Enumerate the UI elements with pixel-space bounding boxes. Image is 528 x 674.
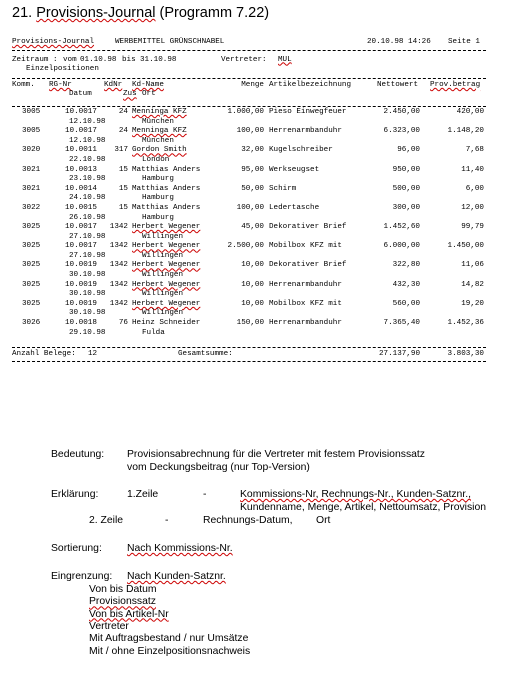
- period-label: Zeitraum :: [12, 55, 58, 64]
- cell-kd-name: Gordon Smith: [132, 146, 187, 155]
- col-datum: Datum: [69, 90, 92, 99]
- cell-menge: 32,00: [241, 146, 264, 155]
- column-header-line-2: [12, 90, 486, 100]
- cell-menge: 10,00: [241, 299, 264, 308]
- cell-kdnr: 1342: [109, 261, 128, 270]
- cell-rg-nr: 10.0011: [65, 146, 97, 155]
- col-rg-nr: RG-Nr: [49, 80, 72, 89]
- eingrenzung-item: Mit / ohne Einzelpositionsnachweis: [89, 645, 251, 657]
- cell-komm: 3021: [22, 165, 41, 174]
- cell-kd-name: Matthias Anders: [132, 165, 201, 174]
- col-kd-name: Kd-Name: [132, 80, 164, 89]
- eingrenzung-item: Provisionssatz: [89, 596, 156, 608]
- cell-menge: 95,00: [241, 165, 264, 174]
- table-row: [12, 127, 486, 146]
- col-prov: Prov.betrag: [430, 80, 481, 89]
- table-row: [12, 242, 486, 261]
- period-to-prefix: bis: [122, 55, 136, 64]
- cell-kdnr: 1342: [109, 242, 128, 251]
- section-title: Provisions-Journal: [36, 5, 156, 21]
- cell-prov: 14,82: [461, 280, 484, 289]
- eingrenzung-item: Vertreter: [89, 620, 129, 632]
- cell-artikel: Herrenarmbanduhr: [269, 127, 342, 136]
- cell-rg-nr: 10.0017: [65, 223, 97, 232]
- rep-label: Vertreter:: [221, 55, 267, 64]
- eingrenzung-item: Von bis Artikel-Nr: [89, 608, 169, 620]
- report-printout: [12, 38, 486, 359]
- zeile1-text-1: Kommissions-Nr, Rechnungs-Nr., Kunden-Satznr.,: [240, 489, 471, 500]
- cell-ort: Willingen: [142, 271, 184, 280]
- cell-komm: 3025: [22, 242, 41, 251]
- table-row: [12, 300, 486, 319]
- cell-rg-nr: 10.0013: [65, 165, 97, 174]
- cell-kdnr: 15: [118, 165, 128, 174]
- cell-netto: 1.452,60: [383, 223, 420, 232]
- cell-komm: 3020: [22, 146, 41, 155]
- cell-menge: 10,00: [241, 261, 264, 270]
- col-ort: Ort: [142, 90, 156, 99]
- col-menge: Menge: [241, 80, 264, 89]
- cell-datum: 23.10.98: [69, 175, 106, 184]
- divider: [12, 50, 486, 51]
- cell-ort: Hamburg: [142, 175, 174, 184]
- cell-kd-name: Herbert Wegener: [132, 223, 201, 232]
- cell-prov: 99,79: [461, 223, 484, 232]
- cell-kdnr: 317: [114, 146, 128, 155]
- count-value: 12: [88, 350, 98, 359]
- cell-artikel: Kugelschreiber: [269, 146, 333, 155]
- cell-kd-name: Herbert Wegener: [132, 299, 201, 308]
- cell-prov: 7,68: [465, 146, 484, 155]
- cell-kdnr: 1342: [109, 280, 128, 289]
- cell-prov: 1.450,00: [447, 242, 484, 251]
- cell-datum: 12.10.98: [69, 136, 106, 145]
- cell-kd-name: Herbert Wegener: [132, 280, 201, 289]
- cell-rg-nr: 10.0014: [65, 184, 97, 193]
- cell-kdnr: 15: [118, 203, 128, 212]
- period-from-prefix: vom: [63, 55, 77, 64]
- cell-komm: 3005: [22, 107, 41, 116]
- cell-artikel: Mobilbox KFZ mit: [269, 242, 342, 251]
- cell-kdnr: 24: [118, 107, 128, 116]
- period-to: 31.10.98: [140, 55, 177, 64]
- col-artikel: Artikelbezeichnung: [269, 80, 352, 89]
- cell-kdnr: 1342: [109, 223, 128, 232]
- cell-rg-nr: 10.0017: [65, 127, 97, 136]
- cell-artikel: Werkseugset: [269, 165, 320, 174]
- period-from: 01.10.98: [80, 55, 117, 64]
- cell-prov: 6,00: [465, 184, 484, 193]
- table-row: [12, 108, 486, 127]
- col-kdnr: KdNr: [104, 80, 123, 89]
- cell-kd-name: Menninga KFZ: [132, 107, 187, 116]
- divider: [12, 361, 486, 362]
- cell-rg-nr: 10.0017: [65, 107, 97, 116]
- cell-komm: 3022: [22, 203, 41, 212]
- cell-komm: 3025: [22, 223, 41, 232]
- zeile1-dash: -: [203, 489, 207, 500]
- cell-ort: Fulda: [142, 328, 165, 337]
- cell-artikel: Dekorativer Brief: [269, 261, 347, 270]
- cell-datum: 30.10.98: [69, 271, 106, 280]
- eingrenzung-item: Von bis Datum: [89, 584, 157, 595]
- bedeutung-line-1: [127, 449, 425, 460]
- divider: [12, 347, 486, 348]
- cell-kd-name: Herbert Wegener: [132, 261, 201, 270]
- cell-menge: 150,00: [236, 319, 264, 328]
- cell-prov: 12,00: [461, 203, 484, 212]
- erklaerung-label: Erklärung:: [51, 489, 99, 500]
- cell-datum: 22.10.98: [69, 155, 106, 164]
- cell-rg-nr: 10.0019: [65, 299, 97, 308]
- report-page: Seite 1: [448, 38, 480, 46]
- cell-prov: 19,20: [461, 299, 484, 308]
- bedeutung-text-1: Provisionsabrechnung für die Vertreter mit festem Provisionssatz: [127, 449, 425, 460]
- cell-datum: 24.10.98: [69, 194, 106, 203]
- zeile1-text-2: Kundenname, Menge, Artikel, Nettoumsatz, Provision: [240, 502, 487, 513]
- cell-ort: Hamburg: [142, 213, 174, 222]
- cell-ort: London: [142, 155, 170, 164]
- eingrenzung-item: Mit Auftragsbestand / nur Umsätze: [89, 633, 249, 645]
- zeile2-label: 2. Zeile: [89, 515, 124, 526]
- cell-ort: Willingen: [142, 232, 184, 241]
- cell-ort: Hamburg: [142, 194, 174, 203]
- cell-menge: 50,00: [241, 184, 264, 193]
- cell-datum: 30.10.98: [69, 309, 106, 318]
- zeile1-label: 1.Zeile: [127, 489, 159, 500]
- report-title: Provisions-Journal: [12, 38, 95, 46]
- cell-kd-name: Menninga KFZ: [132, 127, 187, 136]
- cell-kdnr: 76: [118, 319, 128, 328]
- cell-datum: 27.10.98: [69, 232, 106, 241]
- report-company: WERBEMITTEL GRÜNSCHNABEL: [115, 38, 225, 46]
- cell-kdnr: 24: [118, 127, 128, 136]
- cell-komm: 3026: [22, 319, 41, 328]
- cell-artikel: Dekorativer Brief: [269, 223, 347, 232]
- cell-ort: Willingen: [142, 251, 184, 260]
- cell-artikel: Pieso Einwegfeuer: [269, 107, 347, 116]
- section-number: 21.: [12, 5, 33, 21]
- cell-netto: 6.323,00: [383, 127, 420, 136]
- cell-rg-nr: 10.0019: [65, 280, 97, 289]
- cell-datum: 26.10.98: [69, 213, 106, 222]
- report-mode: Einzelpositionen: [26, 65, 99, 74]
- divider: [12, 78, 486, 79]
- cell-netto: 96,00: [397, 146, 420, 155]
- cell-menge: 1.000,00: [227, 107, 264, 116]
- zeile2-dash: -: [165, 515, 169, 526]
- column-header-line-1: [12, 81, 486, 91]
- report-header-line: [12, 38, 486, 48]
- count-label: Anzahl Belege:: [12, 350, 76, 359]
- cell-menge: 10,00: [241, 280, 264, 289]
- report-rows: [12, 108, 486, 338]
- section-heading: [12, 5, 269, 21]
- report-mode-line: [12, 65, 486, 75]
- table-row: [12, 146, 486, 165]
- cell-ort: München: [142, 136, 174, 145]
- cell-komm: 3025: [22, 261, 41, 270]
- eingrenzung-label: Eingrenzung:: [51, 571, 113, 582]
- table-row: [12, 281, 486, 300]
- cell-artikel: Herrenarmbanduhr: [269, 280, 342, 289]
- zeile2-text: Rechnungs-Datum,: [203, 515, 293, 526]
- cell-menge: 45,00: [241, 223, 264, 232]
- cell-netto: 560,00: [392, 299, 420, 308]
- cell-komm: 3005: [22, 127, 41, 136]
- table-row: [12, 185, 486, 204]
- cell-prov: 1.148,20: [447, 127, 484, 136]
- cell-netto: 6.000,00: [383, 242, 420, 251]
- cell-datum: 29.10.98: [69, 328, 106, 337]
- table-row: [12, 204, 486, 223]
- table-row: [12, 223, 486, 242]
- cell-datum: 27.10.98: [69, 251, 106, 260]
- program-ref: (Programm 7.22): [159, 5, 270, 21]
- cell-rg-nr: 10.0018: [65, 319, 97, 328]
- cell-prov: 11,40: [461, 165, 484, 174]
- rep-value: MUL: [278, 55, 292, 64]
- cell-kd-name: Matthias Anders: [132, 203, 201, 212]
- col-komm: Komm.: [12, 80, 35, 89]
- cell-netto: 432,30: [392, 280, 420, 289]
- cell-artikel: Herrenarmbanduhr: [269, 319, 342, 328]
- cell-rg-nr: 10.0015: [65, 203, 97, 212]
- report-period-line: [12, 56, 486, 66]
- report-date-time: 20.10.98 14:26: [367, 38, 431, 46]
- cell-ort: Willingen: [142, 290, 184, 299]
- cell-menge: 100,00: [236, 203, 264, 212]
- sortierung-label: Sortierung:: [51, 543, 102, 554]
- bedeutung-line-2: vom Deckungsbeitrag (nur Top-Version): [127, 462, 310, 473]
- cell-ort: München: [142, 117, 174, 126]
- bedeutung-label: Bedeutung:: [51, 449, 105, 460]
- cell-netto: 950,00: [392, 165, 420, 174]
- cell-netto: 7.365,40: [383, 319, 420, 328]
- cell-netto: 322,80: [392, 261, 420, 270]
- total-netto: 27.137,90: [378, 350, 420, 359]
- cell-kdnr: 15: [118, 184, 128, 193]
- cell-netto: 2.450,00: [383, 107, 420, 116]
- eingrenzung-first: Nach Kunden-Satznr.: [127, 571, 226, 582]
- total-label: Gesamtsumme:: [178, 350, 233, 359]
- cell-prov: 420,00: [456, 107, 484, 116]
- cell-netto: 300,00: [392, 203, 420, 212]
- cell-komm: 3025: [22, 299, 41, 308]
- table-row: [12, 261, 486, 280]
- zeile2-ort: Ort: [316, 515, 331, 526]
- cell-rg-nr: 10.0017: [65, 242, 97, 251]
- cell-prov: 11,06: [461, 261, 484, 270]
- cell-prov: 1.452,36: [447, 319, 484, 328]
- col-zus: Zus: [123, 90, 137, 99]
- cell-rg-nr: 10.0019: [65, 261, 97, 270]
- report-footer-line: [12, 350, 486, 360]
- cell-menge: 2.500,00: [227, 242, 264, 251]
- cell-netto: 500,00: [392, 184, 420, 193]
- cell-artikel: Mobilbox KFZ mit: [269, 299, 342, 308]
- cell-kdnr: 1342: [109, 299, 128, 308]
- sortierung-text: Nach Kommissions-Nr.: [127, 543, 233, 554]
- cell-artikel: Ledertasche: [269, 203, 320, 212]
- cell-ort: Willingen: [142, 309, 184, 318]
- table-row: [12, 319, 486, 338]
- cell-menge: 100,00: [236, 127, 264, 136]
- cell-komm: 3021: [22, 184, 41, 193]
- cell-komm: 3025: [22, 280, 41, 289]
- cell-datum: 30.10.98: [69, 290, 106, 299]
- cell-kd-name: Heinz Schneider: [132, 319, 201, 328]
- table-row: [12, 166, 486, 185]
- col-netto: Nettowert: [377, 80, 419, 89]
- cell-kd-name: Matthias Anders: [132, 184, 201, 193]
- cell-artikel: Schirm: [269, 184, 297, 193]
- cell-kd-name: Herbert Wegener: [132, 242, 201, 251]
- total-prov: 3.803,30: [447, 350, 484, 359]
- divider: [12, 106, 486, 107]
- cell-datum: 12.10.98: [69, 117, 106, 126]
